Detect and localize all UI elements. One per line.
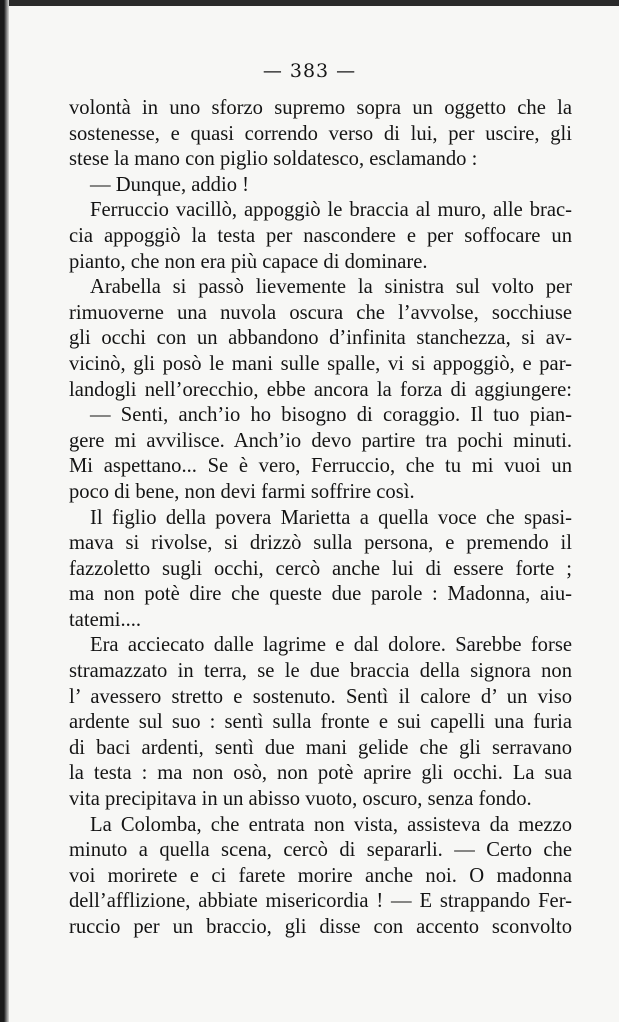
- text-line: vita precipitava in un abisso vuoto, oscuro, senza fondo.: [69, 788, 532, 811]
- text-line: di baci ardenti, sentì due mani gelide che gli serravano: [69, 736, 572, 759]
- text-line: poco di bene, non devi farmi soffrire così.: [69, 480, 415, 503]
- text-line: Arabella si passò lievemente la sinistra sul volto per: [90, 276, 572, 299]
- text-line: ma non potè dire che queste due parole : Madonna, aiu-: [69, 583, 572, 606]
- text-line: mava si rivolse, si drizzò sulla persona, e premendo il: [69, 532, 572, 555]
- text-line: cia appoggiò la testa per nascondere e per soffocare un: [69, 224, 572, 247]
- text-line: rimuoverne una nuvola oscura che l’avvolse, socchiuse: [69, 301, 572, 324]
- text-line: Era acciecato dalle lagrime e dal dolore. Sarebbe forse: [90, 634, 572, 657]
- text-line: landogli nell’orecchio, ebbe ancora la forza di aggiungere:: [69, 378, 572, 401]
- text-line: vicinò, gli posò le mani sulle spalle, vi si appoggiò, e par-: [69, 352, 572, 375]
- text-line: gere mi avvilisce. Anch’io devo partire tra pochi minuti.: [69, 429, 572, 452]
- text-line: la testa : ma non osò, non potè aprire gli occhi. La sua: [69, 762, 572, 785]
- text-line: Ferruccio vacillò, appoggiò le braccia al muro, alle brac-: [90, 199, 572, 222]
- text-line: Mi aspettano... Se è vero, Ferruccio, che tu mi vuoi un: [69, 455, 572, 478]
- text-line: La Colomba, che entrata non vista, assisteva da mezzo: [90, 813, 572, 836]
- scan-binding-edge: [0, 0, 9, 1022]
- text-line: tatemi....: [69, 608, 142, 631]
- text-line: pianto, che non era più capace di dominare.: [69, 250, 428, 273]
- text-line: stese la mano con piglio soldatesco, esclamando :: [69, 148, 478, 171]
- text-line: sostenesse, e quasi correndo verso di lui, per uscire, gli: [69, 122, 572, 145]
- text-line: ardente sul suo : sentì sulla fronte e sui capelli una furia: [69, 711, 572, 734]
- text-line: dell’afflizione, abbiate misericordia ! — E strappando Fer-: [69, 890, 572, 913]
- text-line: volontà in uno sforzo supremo sopra un oggetto che la: [69, 97, 572, 119]
- text-line: gli occhi con un abbandono d’infinita stanchezza, si av-: [69, 327, 572, 350]
- text-line: ruccio per un braccio, gli disse con accento sconvolto: [69, 916, 572, 938]
- scan-top-edge: [0, 0, 619, 6]
- text-line: minuto a quella scena, cercò di separarli. — Certo che: [69, 839, 572, 862]
- text-line: l’ avessero stretto e sostenuto. Sentì il calore d’ un viso: [69, 685, 572, 708]
- body-text: [69, 96, 572, 941]
- text-line: voi morirete e ci farete morire anche noi. O madonna: [69, 864, 572, 887]
- text-line: Il figlio della povera Marietta a quella voce che spasi-: [90, 506, 572, 529]
- text-line: stramazzato in terra, se le due braccia della signora non: [69, 660, 572, 683]
- text-line: — Dunque, addio !: [90, 173, 249, 196]
- page-number: — 383 —: [262, 60, 357, 82]
- text-line: fazzoletto sugli occhi, cercò anche lui di essere forte ;: [69, 557, 572, 580]
- text-line: — Senti, anch’io ho bisogno di coraggio. Il tuo pian-: [90, 404, 572, 427]
